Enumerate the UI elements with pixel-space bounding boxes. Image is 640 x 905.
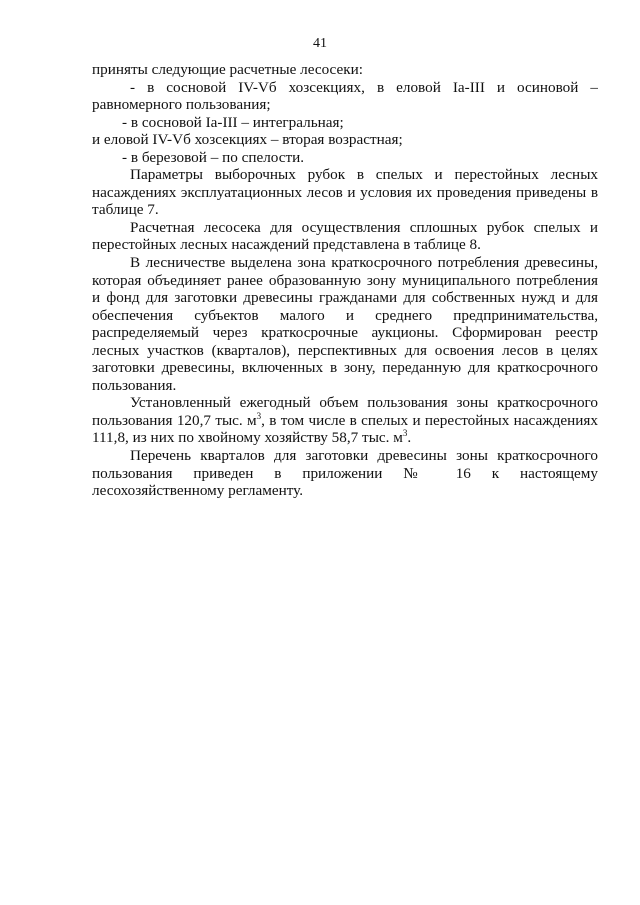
text-line: пользования приведен в приложении № 16 к настоящему [92, 464, 598, 482]
text-fragment: пользования 120,7 тыс. м [92, 411, 257, 429]
text-line: насаждениях эксплуатационных лесов и условия их проведения приведены в [92, 183, 598, 201]
text-line: Перечень кварталов для заготовки древесины зоны краткосрочного [130, 447, 598, 465]
text-line: таблице 7. [92, 201, 159, 219]
text-line: - в сосновой Ia-III – интегральная; [122, 113, 344, 131]
text-line: - в березовой – по спелости. [122, 148, 305, 166]
text-line: заготовки древесины, включенных в зону, переданную для краткосрочного [92, 359, 598, 377]
text-line: перестойных лесных насаждений представлена в таблице 8. [92, 236, 481, 254]
text-line: приняты следующие расчетные лесосеки: [92, 61, 363, 78]
text-line: равномерного пользования; [92, 96, 271, 114]
text-line: Расчетная лесосека для осуществления сплошных рубок спелых и [130, 218, 598, 236]
text-line: и фонд для заготовки древесины гражданами для собственных нужд и для [92, 289, 598, 307]
text-line: обеспечения субъектов малого и среднего предпринимательства, [92, 306, 598, 324]
text-line: лесохозяйственному регламенту. [92, 482, 304, 500]
text-line [92, 429, 598, 447]
text-line: пользования. [92, 376, 177, 394]
superscript: 3 [402, 428, 408, 439]
page-number: 41 [313, 36, 327, 51]
text-fragment: 111,8, из них по хвойному хозяйству 58,7 тыс. м [92, 429, 403, 447]
text-line: распределяемый через краткосрочные аукционы. Сформирован реестр [92, 324, 598, 342]
text-line: лесных участков (кварталов), перспективных для освоения лесов в целях [92, 341, 598, 359]
text-line [92, 412, 598, 430]
text-fragment: . [407, 429, 412, 447]
text-line: - в сосновой IV-Vб хозсекциях, в еловой Ia-III и осиновой – [130, 78, 598, 96]
text-line: Параметры выборочных рубок в спелых и перестойных лесных [130, 166, 598, 184]
body-text [92, 61, 598, 500]
text-fragment: , в том числе в спелых и перестойных насаждениях [261, 411, 598, 429]
text-line: В лесничестве выделена зона краткосрочного потребления древесины, [130, 254, 598, 272]
text-line: и еловой IV-Vб хозсекциях – вторая возрастная; [92, 131, 403, 149]
superscript: 3 [256, 411, 262, 421]
text-line: Установленный ежегодный объем пользования зоны краткосрочного [130, 394, 598, 412]
text-line: которая объединяет ранее образованную зону муниципального потребления [92, 271, 598, 289]
